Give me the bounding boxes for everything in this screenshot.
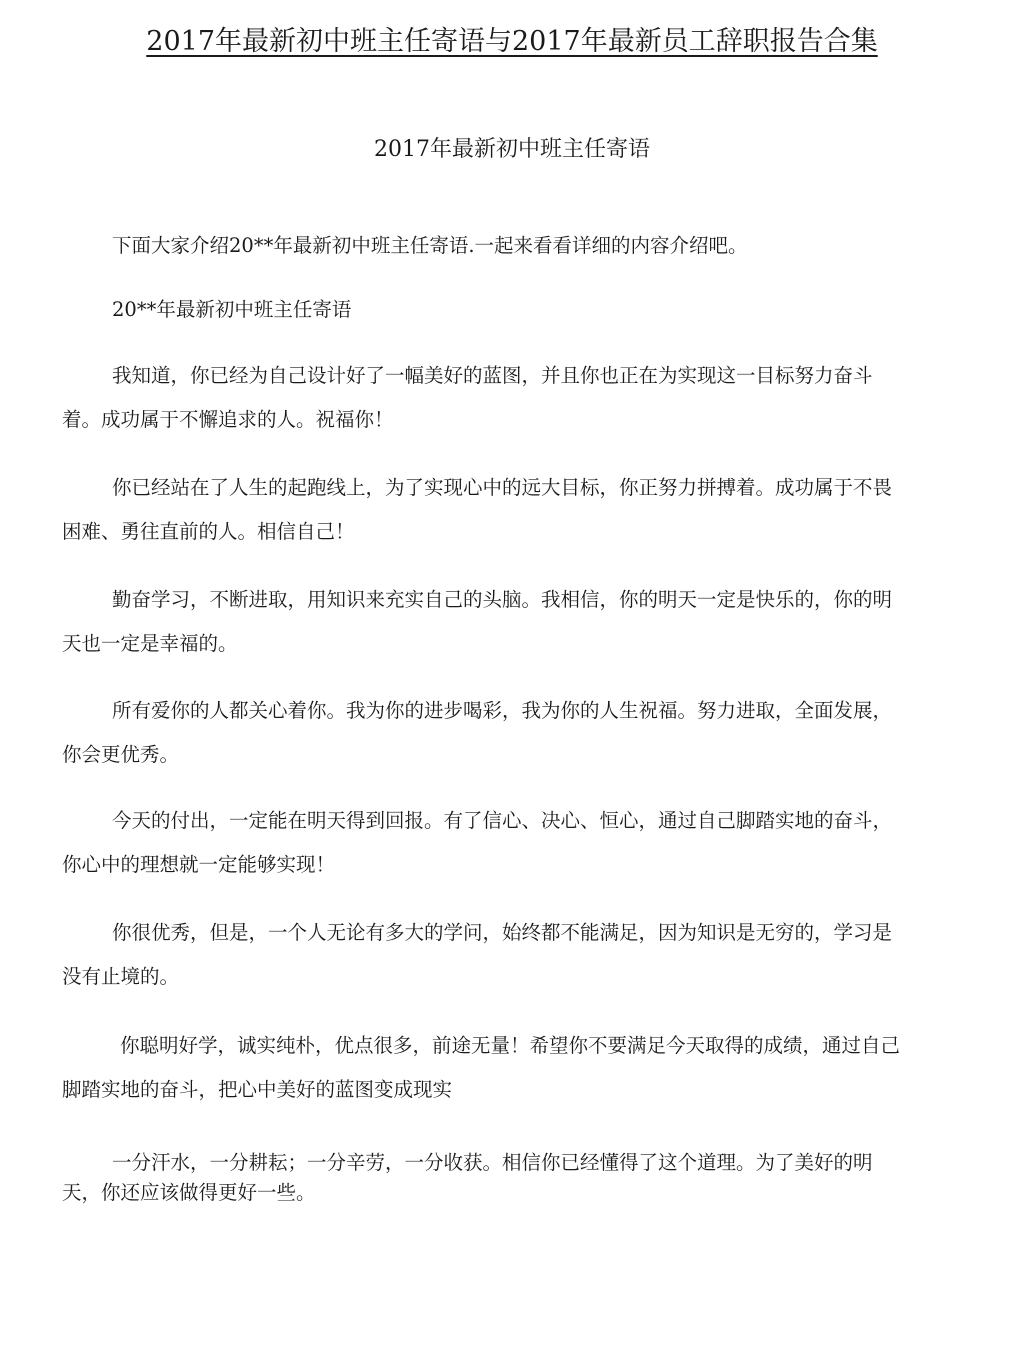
body-paragraph-3: 勤奋学习，不断进取，用知识来充实自己的头脑。我相信，你的明天一定是快乐的，你的明天也一定是幸福的。 xyxy=(62,588,893,655)
section-title: 2017年最新初中班主任寄语 xyxy=(374,137,650,162)
body-paragraph-4: 所有爱你的人都关心着你。我为你的进步喝彩，我为你的人生祝福。努力进取，全面发展，你会更优秀。 xyxy=(62,699,893,766)
body-paragraph-2: 你已经站在了人生的起跑线上，为了实现心中的远大目标，你正努力拼搏着。成功属于不畏困难、勇往直前的人。相信自己！ xyxy=(62,476,893,543)
body-paragraph-8: 一分汗水，一分耕耘；一分辛劳，一分收获。相信你已经懂得了这个道理。为了美好的明天，你还应该做得更好一些。 xyxy=(62,1151,873,1204)
document-title: 2017年最新初中班主任寄语与2017年最新员工辞职报告合集 xyxy=(146,26,878,57)
intro-paragraph: 下面大家介绍20**年最新初中班主任寄语.一起来看看详细的内容介绍吧。 xyxy=(112,234,748,257)
body-paragraph-1: 我知道，你已经为自己设计好了一幅美好的蓝图，并且你也正在为实现这一目标努力奋斗着。成功属于不懈追求的人。祝福你！ xyxy=(62,364,873,431)
body-paragraph-6: 你很优秀，但是，一个人无论有多大的学问，始终都不能满足，因为知识是无穷的，学习是没有止境的。 xyxy=(62,921,893,988)
subheading-paragraph: 20**年最新初中班主任寄语 xyxy=(112,298,352,321)
body-paragraph-5: 今天的付出，一定能在明天得到回报。有了信心、决心、恒心，通过自己脚踏实地的奋斗，你心中的理想就一定能够实现！ xyxy=(62,809,893,876)
body-paragraph-7: 你聪明好学，诚实纯朴，优点很多，前途无量！希望你不要满足今天取得的成绩，通过自己脚踏实地的奋斗，把心中美好的蓝图变成现实 xyxy=(62,1034,901,1101)
